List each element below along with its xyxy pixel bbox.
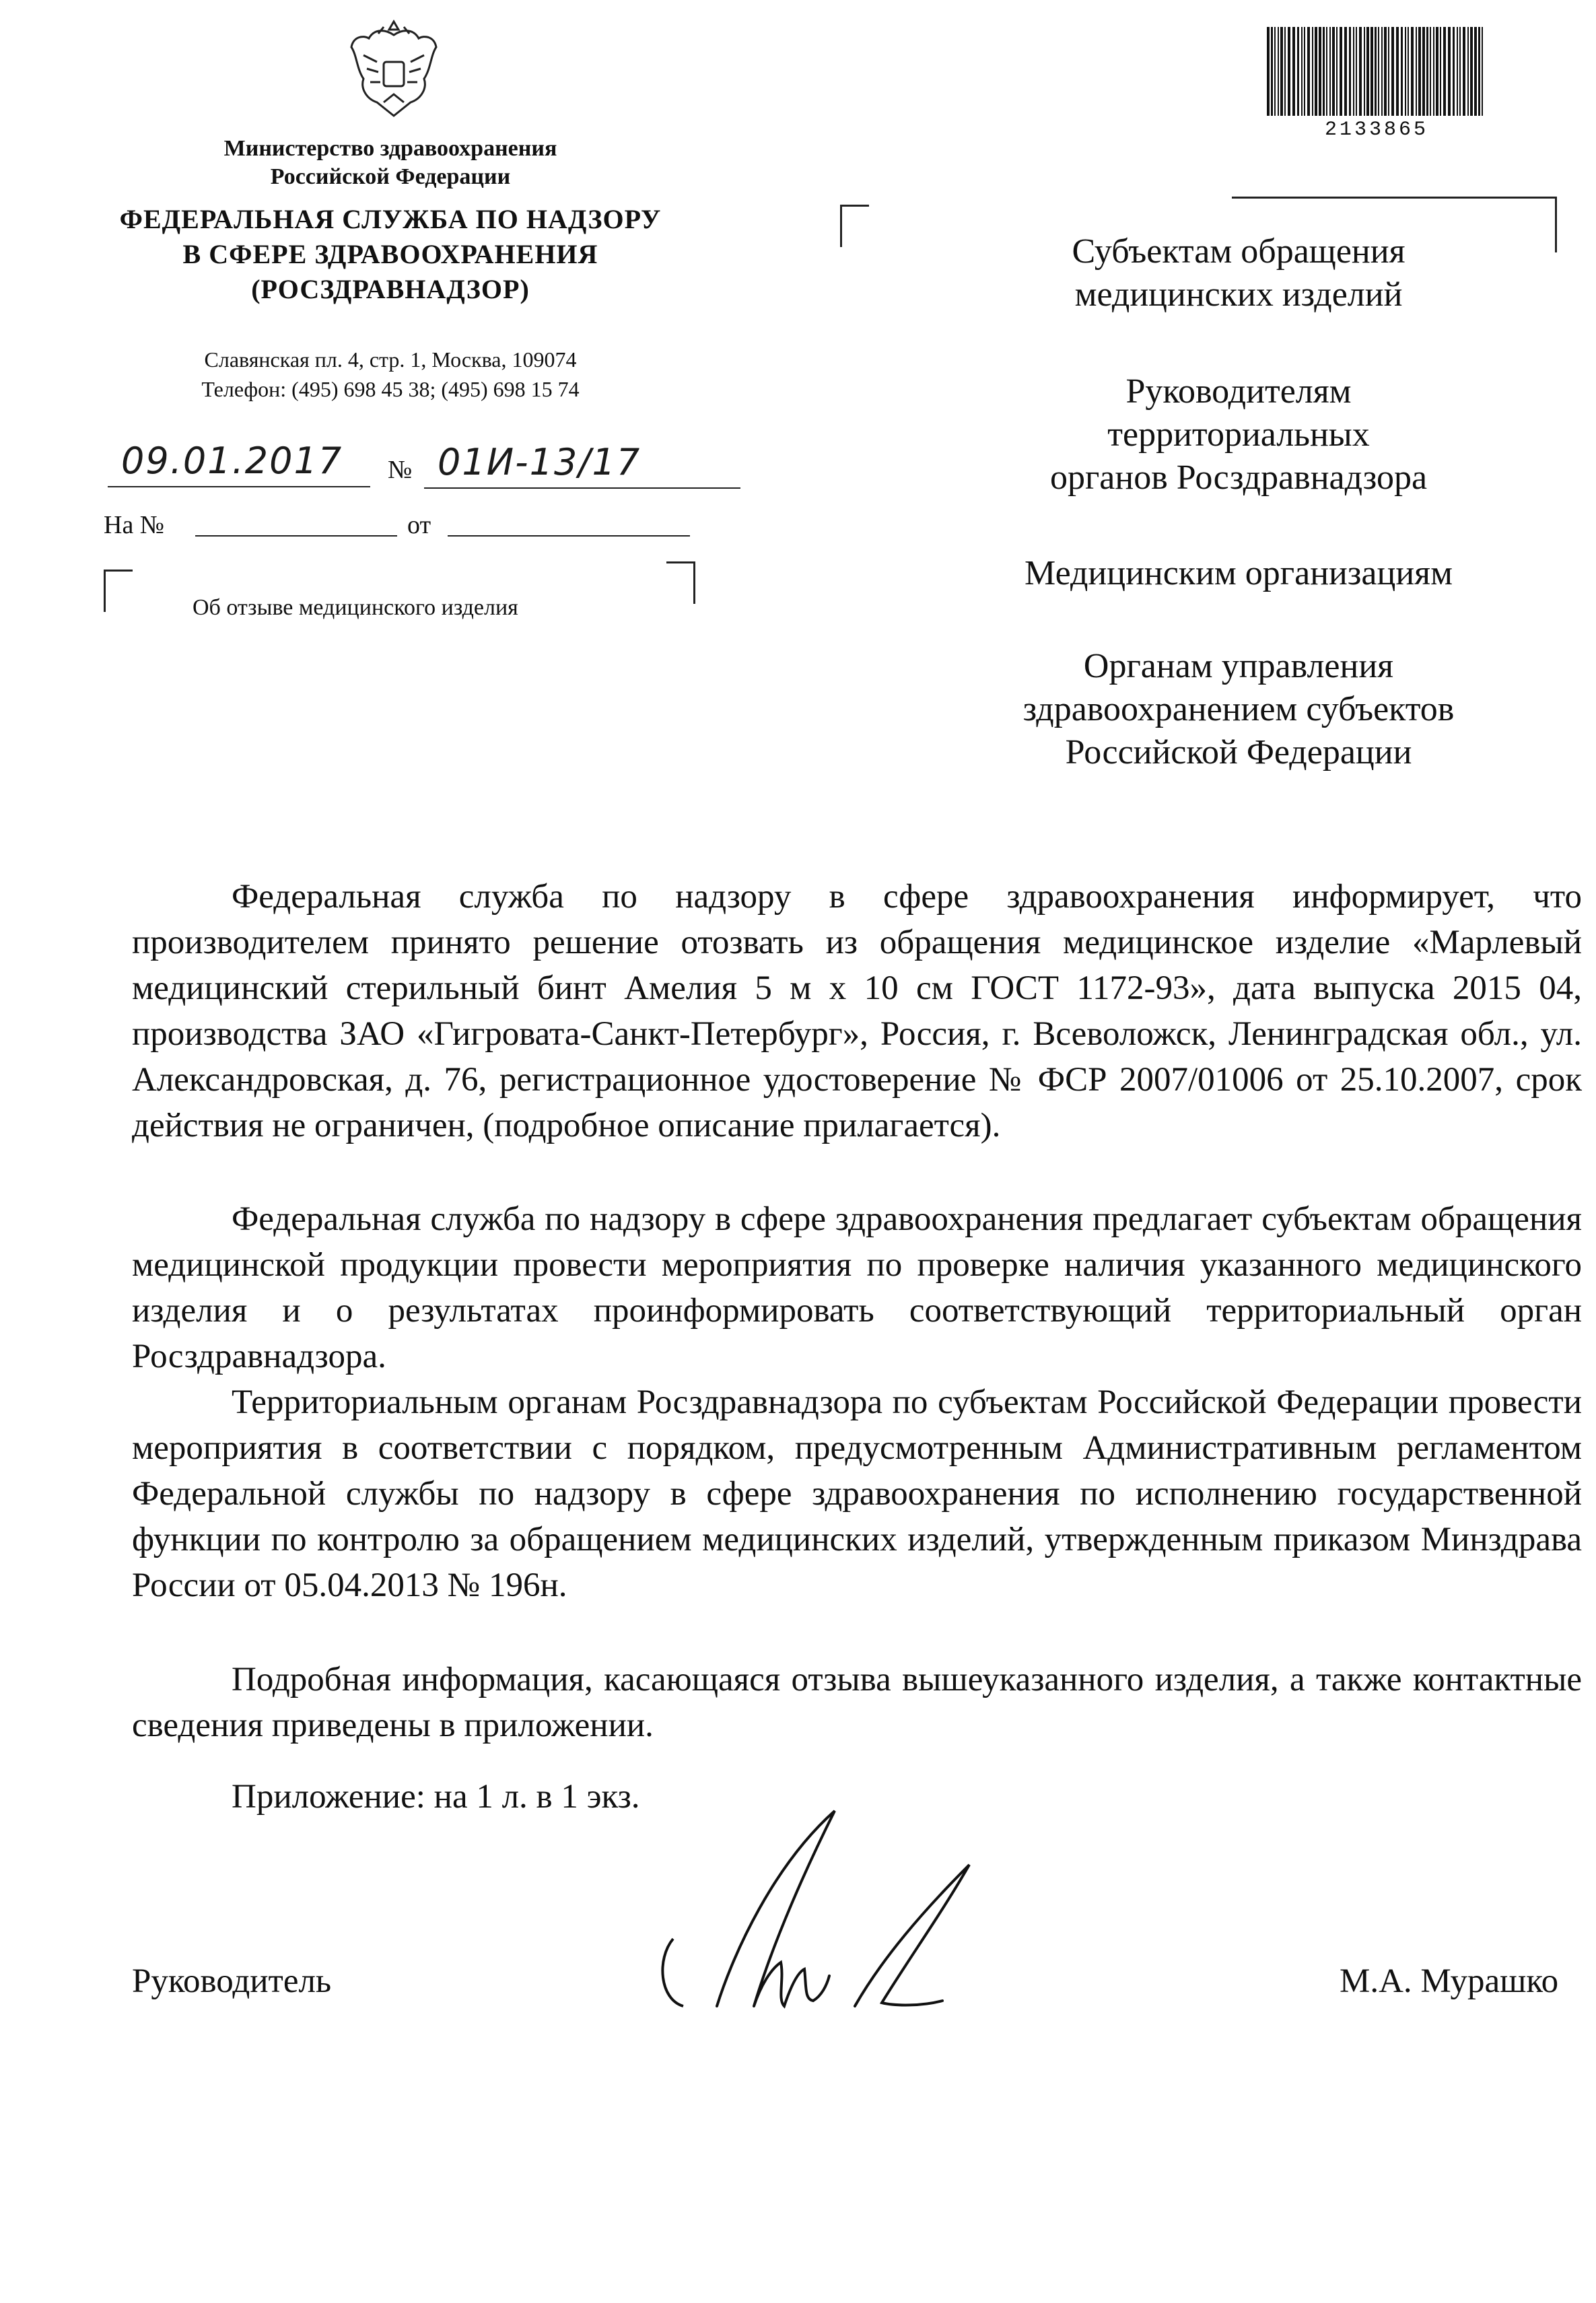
barcode-bar: [1405, 27, 1406, 116]
barcode-bar: [1284, 27, 1286, 116]
barcode-bar: [1340, 27, 1342, 116]
barcode-bar: [1332, 27, 1335, 116]
barcode-rule: [1232, 197, 1548, 199]
barcode-bar: [1359, 27, 1362, 116]
number-underline: [424, 487, 740, 489]
address-line: Славянская пл. 4, стр. 1, Москва, 109074: [204, 347, 577, 372]
barcode-bar: [1366, 27, 1369, 116]
barcode-bar: [1336, 27, 1338, 116]
barcode-bar: [1430, 27, 1431, 116]
barcode-bar: [1356, 27, 1357, 116]
reply-from-blank: [448, 535, 690, 537]
barcode-bar: [1391, 27, 1394, 116]
body-paragraph-2: Федеральная служба по надзору в сфере здравоохранения предлагает субъектам обращения медицинской продукции провести мероприятия по проверке наличия указанного медицинского изделия и о результатах проинформировать соответствующий территориальный орган Росздравнадзора.: [132, 1200, 1582, 1375]
barcode-bar: [1448, 27, 1451, 116]
barcode-bar: [1457, 27, 1458, 116]
barcode-bar: [1470, 27, 1473, 116]
barcode-bar: [1482, 27, 1483, 116]
barcode-bar: [1416, 27, 1417, 116]
barcode-bar: [1411, 27, 1414, 116]
recipient-1-line-1: Субъектам обращения: [1072, 232, 1406, 271]
barcode-bar: [1312, 27, 1313, 116]
barcode-bar: [1301, 27, 1303, 116]
phone-line: Телефон: (495) 698 45 38; (495) 698 15 74: [201, 377, 580, 401]
barcode-bar: [1453, 27, 1455, 116]
barcode-bar: [1307, 27, 1310, 116]
signer-name: М.А. Мурашко: [1340, 1962, 1559, 2000]
ministry-line-2: Российской Федерации: [270, 164, 511, 189]
barcode-bar: [1478, 27, 1480, 116]
barcode-bar: [1422, 27, 1425, 116]
barcode-bar: [1436, 27, 1438, 116]
barcode-bar: [1384, 27, 1387, 116]
date-underline: [108, 486, 370, 487]
barcode-number: 2133865: [1324, 118, 1429, 141]
recipient-3: [895, 552, 1582, 595]
subject-bracket-left: [104, 570, 133, 612]
barcode-bar: [1304, 27, 1305, 116]
barcode-bar: [1443, 27, 1446, 116]
subject-bracket-right: [666, 561, 695, 604]
barcode-bar: [1371, 27, 1373, 116]
body-paragraph-3: Территориальным органам Росздравнадзора по субъектам Российской Федерации провести мероприятия в соответствии с порядком, предусмотренным Административным регламентом Федеральной службы по надзору в сфере здравоохранения по исполнению государственной функции по контролю за обращением медицинских изделий, утвержденным приказом Минздрава России от 05.04.2013 № 196н.: [132, 1383, 1582, 1604]
reply-from-label: от: [407, 511, 431, 539]
service-line-3: (РОСЗДРАВНАДЗОР): [251, 274, 530, 304]
barcode-bar: [1426, 27, 1428, 116]
barcode-bar: [1271, 27, 1273, 116]
recipient-2: [895, 370, 1582, 500]
barcode-bar: [1378, 27, 1379, 116]
number-sign: №: [388, 456, 413, 484]
barcode-bar: [1463, 27, 1465, 116]
barcode-bar: [1433, 27, 1434, 116]
barcode-bar: [1353, 27, 1354, 116]
barcode-bar: [1280, 27, 1283, 116]
recipient-1: [895, 230, 1582, 316]
barcode-bar: [1396, 27, 1399, 116]
barcode-bar: [1440, 27, 1441, 116]
service-name: [81, 202, 700, 307]
barcode-bar: [1315, 27, 1317, 116]
registration-number: [424, 442, 740, 489]
double-headed-eagle-icon: [337, 15, 451, 123]
registration-date: [108, 440, 370, 487]
barcode-bar: [1408, 27, 1409, 116]
barcode-bar: [1364, 27, 1365, 116]
address-bracket-left: [840, 205, 869, 247]
reply-to-label: На №: [104, 511, 165, 539]
barcode-bar: [1288, 27, 1290, 116]
address-block: [94, 345, 687, 404]
barcode-bar: [1326, 27, 1327, 116]
recipient-4-line-1: Органам управления: [1083, 647, 1394, 685]
barcode-bar: [1459, 27, 1461, 116]
ministry-name: [94, 135, 687, 191]
barcode-bar: [1267, 27, 1270, 116]
signer-role: Руководитель: [132, 1962, 332, 2000]
barcode-icon: [1264, 27, 1486, 121]
barcode-bar: [1329, 27, 1331, 116]
recipient-2-line-3: органов Росздравнадзора: [1049, 458, 1428, 497]
ministry-line-1: Министерство здравоохранения: [223, 136, 557, 161]
barcode-bar: [1292, 27, 1295, 116]
barcode-bar: [1323, 27, 1325, 116]
recipient-4-line-3: Российской Федерации: [1065, 733, 1412, 771]
recipient-1-line-2: медицинских изделий: [1074, 275, 1403, 314]
barcode-bar: [1381, 27, 1383, 116]
service-line-2: В СФЕРЕ ЗДРАВООХРАНЕНИЯ: [182, 239, 598, 269]
barcode-bar: [1274, 27, 1276, 116]
barcode-bar: [1278, 27, 1279, 116]
registration-number-value: 01И-13/17: [438, 441, 641, 483]
recipient-4-line-2: здравоохранением субъектов: [1022, 690, 1455, 728]
service-line-1: ФЕДЕРАЛЬНАЯ СЛУЖБА ПО НАДЗОРУ: [119, 204, 662, 234]
barcode-bar: [1467, 27, 1469, 116]
letter-subject: Об отзыве медицинского изделия: [193, 595, 518, 620]
barcode-bar: [1401, 27, 1403, 116]
recipient-2-line-2: территориальных: [1107, 415, 1370, 454]
barcode-bar: [1344, 27, 1347, 116]
body-paragraph-4: Подробная информация, касающаяся отзыва вышеуказанного изделия, а также контактные сведения приведены в приложении.: [132, 1661, 1582, 1744]
barcode-bar: [1349, 27, 1351, 116]
handwritten-signature-icon: [653, 1804, 1003, 2060]
recipient-4: [895, 645, 1582, 774]
body-paragraph-1: Федеральная служба по надзору в сфере здравоохранения информирует, что производителем принято решение отозвать из обращения медицинское изделие «Марлевый медицинский стерильный бинт Амелия 5 м х 10 см ГОСТ 1172-93», дата выпуска 2015 04, производства ЗАО «Гигровата-Санкт-Петербург», Россия, г. Всеволожск, Ленинградская обл., ул. Александровская, д. 76, регистрационное удостоверение № ФСР 2007/01006 от 25.10.2007, срок действия не ограничен, (подробное описание прилагается).: [132, 878, 1582, 1144]
barcode-bar: [1418, 27, 1421, 116]
recipient-3-line-1: Медицинским организациям: [1025, 554, 1453, 592]
recipient-2-line-1: Руководителям: [1125, 372, 1352, 411]
barcode-bar: [1388, 27, 1389, 116]
barcode-bar: [1297, 27, 1299, 116]
barcode-bar: [1375, 27, 1377, 116]
barcode-bar: [1319, 27, 1321, 116]
reply-to-blank: [195, 535, 397, 537]
barcode-bar: [1474, 27, 1477, 116]
registration-date-value: 09.01.2017: [121, 440, 343, 482]
attachment-note: Приложение: на 1 л. в 1 экз.: [232, 1778, 640, 1816]
